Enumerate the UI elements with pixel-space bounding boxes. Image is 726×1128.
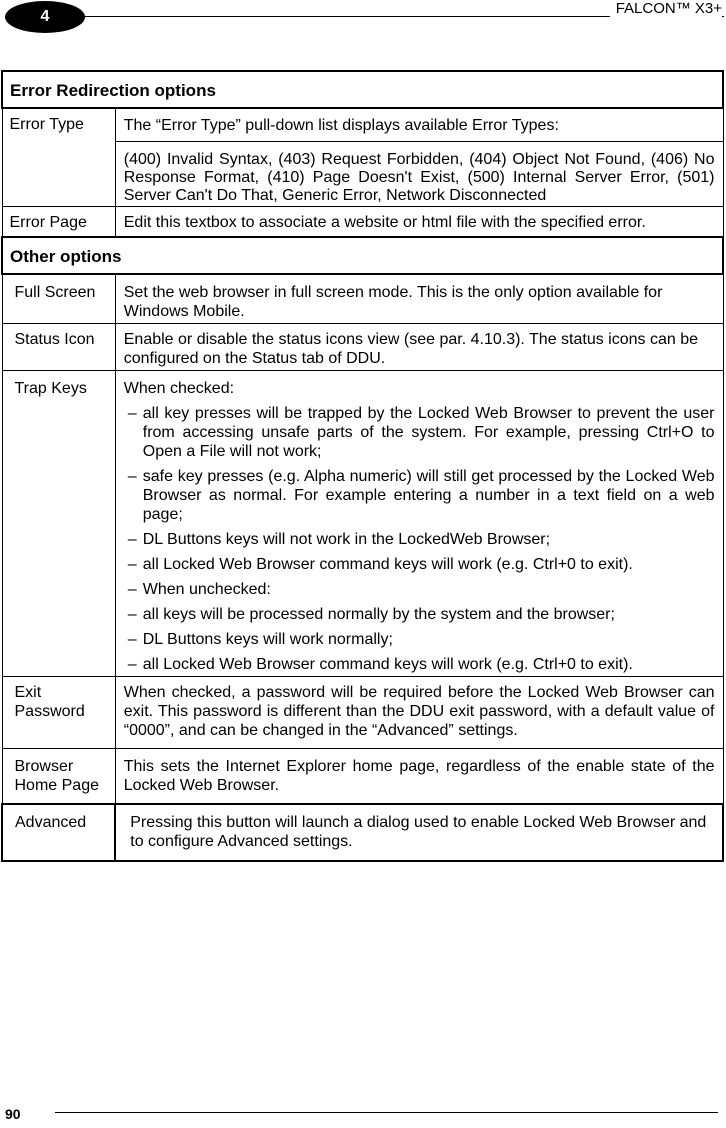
list-item: – all key presses will be trapped by the Locked Web Browser to prevent the user from accessing unsafe parts of the system. For example, pressing Ctrl+O to Open a File will not work;	[127, 405, 715, 460]
list-item: – DL Buttons keys will work normally;	[127, 631, 393, 648]
full-screen-desc: Set the web browser in full screen mode. This is the only option available for Windows Mobile.	[115, 274, 723, 324]
row-label-advanced: Advanced	[2, 804, 115, 861]
list-item: – safe key presses (e.g. Alpha numeric) will still get processed by the Locked Web Browser as normal. For example entering a number in a text field on a web page;	[127, 468, 715, 523]
list-item: – When unchecked:	[127, 581, 271, 598]
trap-keys-desc: When checked: – all key presses will be trapped by the Locked Web Browser to prevent the user from accessing unsafe parts of the system. For example, pressing Ctrl+O to Open a File will not work; – safe key presses (e.g. Alpha numeric) will still get processed by the Locked Web Browser as normal. For example entering a number in a text field on a web page; – DL Buttons keys will not work in the LockedWeb Browser; – all Locked Web Browser command keys will work (e.g. Ctrl+0 to exit). – When unchecked: – all keys will be processed normally by the system and the browser; – DL Buttons keys will work normally; – all Locked Web Browser command keys will work (e.g. Ctrl+0 to exit).	[115, 371, 723, 677]
status-icon-desc: Enable or disable the status icons view (see par. 4.10.3). The status icons can be configured on the Status tab of DDU.	[115, 324, 723, 371]
row-label-error-page: Error Page	[2, 207, 115, 238]
list-item: – all keys will be processed normally by the system and the browser;	[127, 606, 615, 623]
error-type-list: (400) Invalid Syntax, (403) Request Forbidden, (404) Object Not Found, (406) No Response Format, (410) Page Doesn't Exist, (500) Internal Server Error, (501) Server Can't Do That, Generic Error, Network Disconnected	[115, 142, 723, 207]
error-type-intro: The “Error Type” pull-down list displays available Error Types:	[115, 108, 723, 142]
exit-password-desc: When checked, a password will be required before the Locked Web Browser can exit. This password is different than the DDU exit password, with a default value of “0000”, and can be changed in the “Advanced” settings.	[115, 677, 723, 749]
row-label-status-icon: Status Icon	[2, 324, 115, 371]
options-table	[1, 70, 724, 862]
section-heading-error-redirection: Error Redirection options	[2, 71, 723, 108]
row-label-full-screen: Full Screen	[2, 274, 115, 324]
list-item: – all Locked Web Browser command keys will work (e.g. Ctrl+0 to exit).	[127, 556, 633, 573]
row-label-browser-home-page: Browser Home Page	[2, 749, 115, 805]
footer-rule	[55, 1112, 718, 1113]
row-label-error-type: Error Type	[2, 108, 115, 207]
section-heading-other-options: Other options	[2, 237, 723, 274]
advanced-desc: Pressing this button will launch a dialog used to enable Locked Web Browser and to configure Advanced settings.	[115, 804, 723, 861]
page-number: 90	[5, 1106, 21, 1122]
row-label-exit-password: Exit Password	[2, 677, 115, 749]
trap-keys-list	[124, 404, 715, 674]
browser-home-page-desc: This sets the Internet Explorer home page, regardless of the enable state of the Locked Web Browser.	[115, 749, 723, 805]
product-name: FALCON™ X3+	[610, 0, 722, 17]
error-page-desc: Edit this textbox to associate a website or html file with the specified error.	[115, 207, 723, 238]
chapter-badge: 4	[5, 1, 85, 33]
list-item: – DL Buttons keys will not work in the LockedWeb Browser;	[127, 531, 551, 548]
list-item: – all Locked Web Browser command keys will work (e.g. Ctrl+0 to exit).	[127, 656, 633, 673]
row-label-trap-keys: Trap Keys	[2, 371, 115, 677]
